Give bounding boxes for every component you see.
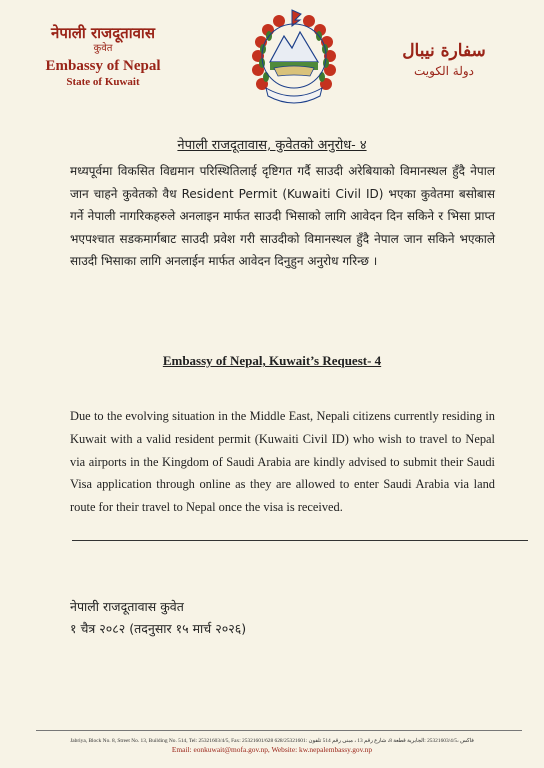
notice-body-nepali: मध्यपूर्वमा विकसित विद्यमान परिस्थितिलाई दृष्टिगत गर्दै साउदी अरेबियाको विमानस्थल हुँदै नेपाल जान चाहने कुवेतको वैध Resident Permit (Kuwaiti Civil ID) भएका कुवेतमा बसोबास गर्ने नेपाली नागरिकहरुले अनलाइन मार्फत साउदी भिसाको लागि आवेदन दिन सकिने र भिसा प्राप्त भएपश्चात सडकमार्गबाट साउदी प्रवेश गरी साउदीको विमानस्थल हुँदै नेपाल जान सकिने भएकाले साउदी भिसाका लागि अनलाईन मार्फत आवेदन दिनुहुन अनुरोध गरिन्छ । [70, 164, 495, 268]
footer-address: Jabriya, Block No. 8, Street No. 13, Building No. 514, Tel: 25321603/4/5, Fax: 25321601/628 628/25321601: فاكس ،25321603/4/5 :الجابرية قطعة 8، شارع رقم 13 ، مبنى رقم 514 تلفون [70, 738, 474, 744]
signature-issuer: नेपाली राजदूतावास कुवेत [70, 599, 184, 614]
notice-body-english: Due to the evolving situation in the Middle East, Nepali citizens currently residing in Kuwait with a valid resident permit (Kuwaiti Civil ID) who wish to travel to Nepal via airports in the Kingdom of Saudi Arabia are kindly advised to submit their Saudi Visa application through online as they are allowed to enter Saudi Arabia via land route for their travel to Nepal once the visa is received. [70, 409, 495, 515]
country-arabic: دولة الكويت [414, 64, 474, 78]
signature-date: १ चैत्र २०८२ (तदनुसार १५ मार्च २०२६) [70, 621, 247, 636]
country-english: State of Kuwait [66, 76, 140, 88]
notice-heading-nepali: नेपाली राजदूतावास, कुवेतको अनुरोध- ४ [177, 138, 367, 153]
signature-block [70, 596, 246, 640]
letterhead-right [374, 40, 514, 80]
notice-heading-english: Embassy of Nepal, Kuwait’s Request- 4 [162, 353, 382, 368]
embassy-name-nepali: नेपाली राजदूतावास [51, 24, 155, 42]
nepal-emblem-icon [248, 6, 340, 110]
footer-divider [36, 730, 522, 731]
embassy-name-english: Embassy of Nepal [45, 58, 161, 74]
footer-contact: Email: eonkuwait@mofa.gov.np, Website: kw.nepalembassy.gov.np [171, 745, 373, 754]
embassy-name-arabic: سفارة نيبال [402, 41, 486, 61]
country-nepali: कुवेत [93, 43, 113, 54]
letterhead-left [28, 24, 178, 89]
section-divider [72, 540, 528, 541]
